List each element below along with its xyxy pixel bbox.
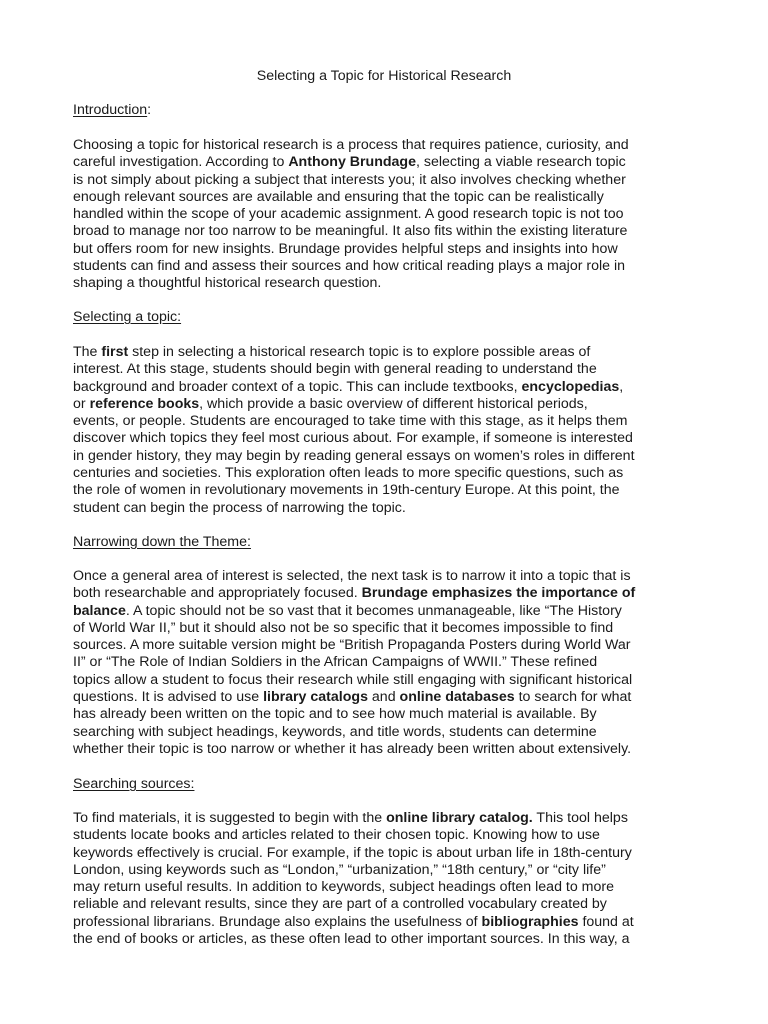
text-line xyxy=(73,879,699,896)
text-run: keywords effectively is crucial. For example, if the topic is about urban life in 18th-century xyxy=(73,844,632,861)
text-line xyxy=(73,344,699,361)
text-run: questions. It is advised to use xyxy=(73,689,264,706)
text-run: found at xyxy=(578,913,634,930)
bold-text-run: library catalogs xyxy=(263,689,368,706)
bold-text-run: online databases xyxy=(399,689,515,706)
bold-text-run: reference books xyxy=(89,395,200,412)
text-line xyxy=(73,827,699,844)
text-run: , which provide a basic overview of different historical periods, xyxy=(199,395,588,412)
bold-text-run: balance xyxy=(73,602,126,619)
text-line xyxy=(73,862,699,879)
text-run: is not simply about picking a subject that interests you; it also involves checking whether xyxy=(73,171,626,188)
text-line xyxy=(73,585,699,602)
text-run: the role of women in revolutionary movements in 19th-century Europe. At this point, the xyxy=(73,482,620,499)
text-run: shaping a thoughtful historical research question. xyxy=(73,275,382,292)
text-run: centuries and societies. This exploration often leads to more specific questions, such as xyxy=(73,465,624,482)
text-run: the end of books or articles, as these often lead to other important sources. In this way, a xyxy=(73,931,630,948)
text-run: to search for what xyxy=(514,689,632,706)
text-run: The xyxy=(73,344,102,360)
bold-text-run: bibliographies xyxy=(481,913,579,930)
bold-text-run: Anthony Brundage xyxy=(288,154,416,171)
text-run: both researchable and appropriately focused. xyxy=(73,585,362,602)
text-line xyxy=(73,620,699,637)
text-run: has already been written on the topic and to see how much material is available. By xyxy=(73,706,597,723)
text-run: searching with subject headings, keywords, and title words, students can determine xyxy=(73,723,597,740)
text-line xyxy=(73,172,699,189)
bold-text-run: first xyxy=(101,344,129,360)
text-run: broad to manage nor too narrow to be meaningful. It also fits within the existing literature xyxy=(73,223,628,240)
section-heading-narrowing-down: Narrowing down the Theme: xyxy=(73,534,251,550)
text-run: discover which topics they feel most curious about. For example, if someone is interested xyxy=(73,430,633,447)
text-line xyxy=(73,654,699,671)
text-run: Once a general area of interest is selected, the next task is to narrow it into a topic that is xyxy=(73,568,631,584)
text-line xyxy=(73,810,699,827)
bold-text-run: online library catalog. xyxy=(386,810,533,826)
text-line xyxy=(73,241,699,258)
text-line xyxy=(73,741,699,758)
section-heading-selecting-a-topic: Selecting a topic: xyxy=(73,309,182,325)
text-run: reliable and relevant results, since they are part of a controlled vocabulary created by xyxy=(73,896,607,913)
text-run: in gender history, they may begin by reading general essays on women’s roles in different xyxy=(73,447,635,464)
bold-text-run: encyclopedias xyxy=(521,378,620,395)
text-line xyxy=(73,275,699,292)
text-run: students locate books and articles related to their chosen topic. Knowing how to use xyxy=(73,827,600,844)
text-line xyxy=(73,931,699,948)
text-run: handled within the scope of your academic assignment. A good research topic is not too xyxy=(73,206,624,223)
text-line xyxy=(73,396,699,413)
text-line xyxy=(73,361,699,378)
text-run: interest. At this stage, students should begin with general reading to understand the xyxy=(73,361,597,378)
text-line xyxy=(73,914,699,931)
text-run: of World War II,” but it should also not be so specific that it becomes impossible to find xyxy=(73,619,614,636)
text-line xyxy=(73,154,699,171)
text-line xyxy=(73,413,699,430)
text-line xyxy=(73,206,699,223)
text-line xyxy=(73,500,699,517)
text-line xyxy=(73,706,699,723)
text-run: enough relevant sources are available and ensuring that the topic can be realistically xyxy=(73,188,604,205)
text-run: step in selecting a historical research topic is to explore possible areas of xyxy=(128,344,591,360)
text-line xyxy=(73,568,699,585)
text-run: . A topic should not be so vast that it becomes unmanageable, like “The History xyxy=(125,602,622,619)
text-line xyxy=(73,223,699,240)
text-run: This tool helps xyxy=(532,810,628,826)
text-line xyxy=(73,845,699,862)
text-line xyxy=(73,724,699,741)
text-line xyxy=(73,430,699,447)
text-line xyxy=(73,672,699,689)
text-run: background and broader context of a topic. This can include textbooks, xyxy=(73,378,522,395)
text-run: whether their topic is too narrow or whether it has already been written about extensively. xyxy=(73,740,632,757)
text-line xyxy=(73,482,699,499)
section-body-selecting-a-topic xyxy=(73,344,699,517)
document-title: Selecting a Topic for Historical Research xyxy=(256,68,512,84)
text-run: events, or people. Students are encouraged to take time with this stage, as it helps them xyxy=(73,413,628,430)
text-line xyxy=(73,689,699,706)
text-line xyxy=(73,603,699,620)
bold-text-run: Brundage emphasizes the importance of xyxy=(361,585,636,602)
text-line xyxy=(73,137,699,154)
section-heading-introduction: Introduction: xyxy=(73,102,152,118)
text-run: careful investigation. According to xyxy=(73,154,289,171)
text-run: London, using keywords such as “London,” “urbanization,” “18th century,” or “city life” xyxy=(73,861,606,878)
text-run: student can begin the process of narrowing the topic. xyxy=(73,499,406,516)
text-run: may return useful results. In addition to keywords, subject headings often lead to more xyxy=(73,879,614,896)
text-run: To find materials, it is suggested to begin with the xyxy=(73,810,387,826)
text-run: sources. A more suitable version might be “British Propaganda Posters during World War xyxy=(73,637,631,654)
section-body-searching-sources xyxy=(73,810,699,948)
text-line xyxy=(73,465,699,482)
section-body-narrowing-down xyxy=(73,568,699,758)
text-line xyxy=(73,189,699,206)
text-run: Choosing a topic for historical research is a process that requires patience, curiosity, and xyxy=(73,137,629,153)
text-run: professional librarians. Brundage also explains the usefulness of xyxy=(73,913,482,930)
text-run: topics allow a student to focus their research while still engaging with significant historical xyxy=(73,671,633,688)
section-heading-searching-sources: Searching sources: xyxy=(73,776,195,792)
text-run: , selecting a viable research topic xyxy=(416,154,626,171)
text-run: II” or “The Role of Indian Soldiers in the African Campaigns of WWII.” These refined xyxy=(73,654,598,671)
text-run: and xyxy=(367,689,400,706)
text-run: , xyxy=(619,378,624,395)
text-run: or xyxy=(73,395,90,412)
text-run: but offers room for new insights. Brundage provides helpful steps and insights into how xyxy=(73,240,618,257)
text-line xyxy=(73,448,699,465)
text-line xyxy=(73,258,699,275)
text-line xyxy=(73,379,699,396)
section-body-introduction xyxy=(73,137,699,293)
text-run: students can find and assess their sources and how critical reading plays a major role in xyxy=(73,258,626,275)
text-line xyxy=(73,896,699,913)
text-line xyxy=(73,637,699,654)
